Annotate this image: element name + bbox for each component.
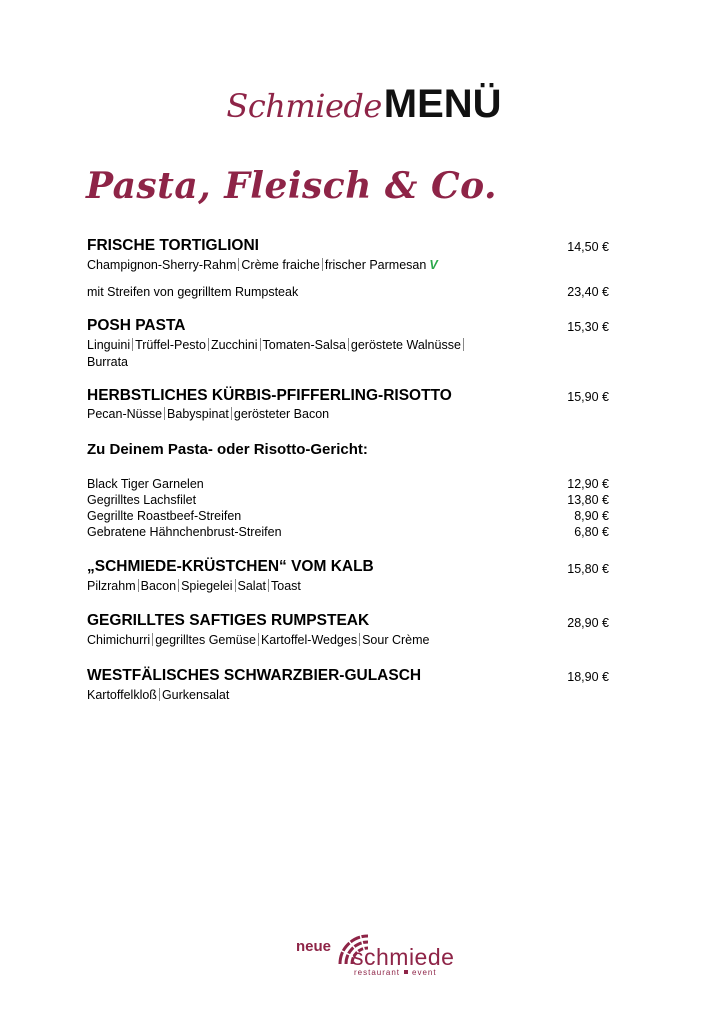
desc-item: Champignon-Sherry-Rahm: [87, 258, 237, 272]
separator: [138, 579, 139, 592]
separator: [268, 579, 269, 592]
logo-subtitle: [354, 968, 437, 977]
dish-price: 15,90 €: [567, 390, 609, 404]
desc-item: Spiegelei: [181, 579, 233, 593]
separator: [348, 338, 349, 351]
extra-item: Gegrilltes Lachsfilet: [87, 493, 197, 507]
header-title-word: MENÜ: [383, 82, 502, 126]
dish-title: FRISCHE TORTIGLIONI: [87, 237, 259, 254]
separator: [231, 407, 232, 420]
header-script-word: Schmiede: [226, 87, 382, 125]
desc-item: Bacon: [140, 579, 177, 593]
desc-item: gegrilltes Gemüse: [155, 633, 256, 647]
menu-header: [0, 82, 728, 127]
logo-schmiede-text: schmiede: [352, 944, 455, 970]
separator: [260, 338, 261, 351]
desc-item: Salat: [237, 579, 267, 593]
dish-description: [87, 406, 527, 423]
desc-item: frischer Parmesan: [324, 258, 427, 272]
dish-addon: mit Streifen von gegrilltem Rumpsteak: [87, 285, 299, 299]
dish-description: [87, 687, 527, 704]
dish-price: 15,30 €: [567, 320, 609, 334]
desc-item: Trüffel-Pesto: [135, 338, 206, 352]
dish-price: 15,80 €: [567, 562, 609, 576]
logo-sub-left: restaurant: [354, 968, 401, 977]
restaurant-logo: [296, 930, 506, 980]
desc-item: Toast: [271, 579, 301, 593]
separator: [132, 338, 133, 351]
logo-neue-text: neue: [296, 938, 332, 955]
desc-item: Burrata: [87, 355, 128, 369]
dish-price: 18,90 €: [567, 670, 609, 684]
dish-title: GEGRILLTES SAFTIGES RUMPSTEAK: [87, 612, 370, 629]
separator: [359, 633, 360, 646]
extra-item: Gegrillte Roastbeef-Streifen: [87, 509, 242, 523]
dish-title: POSH PASTA: [87, 317, 186, 334]
separator: [238, 258, 239, 271]
separator: [322, 258, 323, 271]
dish-description: [87, 257, 527, 274]
desc-item: Zucchini: [210, 338, 258, 352]
dish-description: [87, 337, 527, 371]
dish-price: 28,90 €: [567, 616, 609, 630]
dish-description: [87, 632, 527, 649]
extra-item: Black Tiger Garnelen: [87, 477, 204, 491]
dish-title: WESTFÄLISCHES SCHWARZBIER-GULASCH: [87, 667, 422, 684]
desc-item: Babyspinat: [167, 407, 229, 421]
desc-item: Crème fraiche: [241, 258, 320, 272]
desc-item: Tomaten-Salsa: [262, 338, 346, 352]
extra-price: 12,90 €: [567, 477, 609, 491]
extra-price: 6,80 €: [574, 525, 609, 539]
separator: [164, 407, 165, 420]
separator: [178, 579, 179, 592]
desc-item: Linguini: [87, 338, 131, 352]
separator: [159, 688, 160, 701]
desc-item: Pilzrahm: [87, 579, 136, 593]
desc-item: Kartoffelkloß: [87, 688, 157, 702]
separator: [152, 633, 153, 646]
vegetarian-badge: V: [429, 258, 438, 272]
dish-title: HERBSTLICHES KÜRBIS-PFIFFERLING-RISOTTO: [87, 387, 452, 404]
extra-item: Gebratene Hähnchenbrust-Streifen: [87, 525, 282, 539]
separator: [235, 579, 236, 592]
desc-item: Gurkensalat: [161, 688, 230, 702]
extra-price: 8,90 €: [574, 509, 609, 523]
dish-addon-price: 23,40 €: [567, 285, 609, 299]
desc-item: geröstete Walnüsse: [350, 338, 461, 352]
dish-title: „SCHMIEDE-KRÜSTCHEN“ VOM KALB: [87, 558, 374, 575]
dish-description: [87, 578, 527, 595]
separator: [258, 633, 259, 646]
separator: [208, 338, 209, 351]
desc-item: gerösteter Bacon: [233, 407, 330, 421]
logo-sub-right: event: [412, 968, 437, 977]
extras-heading: Zu Deinem Pasta- oder Risotto-Gericht:: [87, 441, 368, 458]
logo-dot-icon: [404, 970, 408, 974]
desc-item: Kartoffel-Wedges: [260, 633, 358, 647]
separator: [463, 338, 464, 351]
desc-item: Chimichurri: [87, 633, 151, 647]
section-title: Pasta, Fleisch & Co.: [86, 165, 498, 207]
desc-item: Sour Crème: [362, 633, 430, 647]
extra-price: 13,80 €: [567, 493, 609, 507]
desc-item: Pecan-Nüsse: [87, 407, 163, 421]
dish-price: 14,50 €: [567, 240, 609, 254]
